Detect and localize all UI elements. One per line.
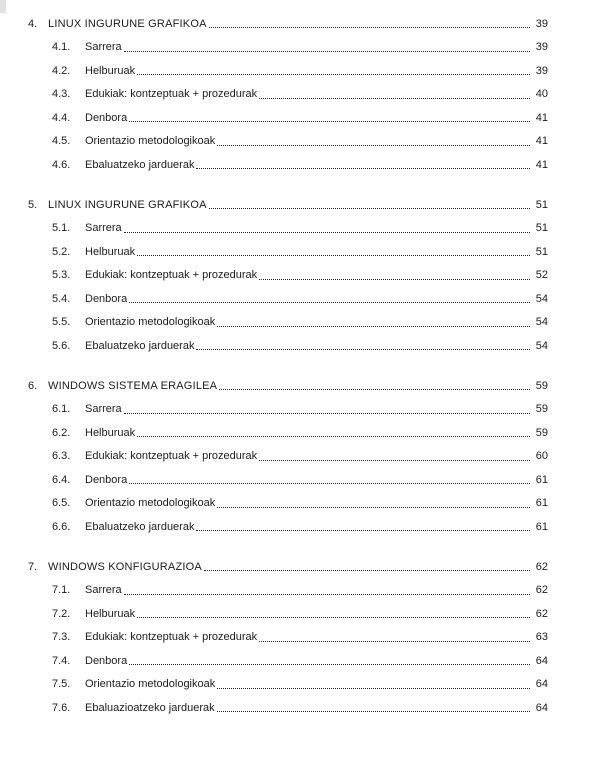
toc-item <box>28 416 548 440</box>
toc-section-items <box>28 393 548 534</box>
page-number: 41 <box>535 111 548 124</box>
section-title: WINDOWS KONFIGURAZIOA <box>48 560 202 573</box>
toc-section-items <box>28 31 548 172</box>
dot-leader <box>129 483 530 484</box>
toc-item <box>28 306 548 330</box>
toc-section <box>28 369 548 534</box>
dot-leader <box>217 145 530 146</box>
item-number: 4.5. <box>52 135 71 147</box>
section-title: WINDOWS SISTEMA ERAGILEA <box>48 379 218 392</box>
page-number: 61 <box>535 497 548 509</box>
toc-section-header <box>28 550 548 574</box>
item-title: Ebaluazioatzeko jarduerak <box>85 701 215 714</box>
toc-item <box>28 259 548 283</box>
item-number: 5.5. <box>52 316 71 328</box>
item-title: Helburuak <box>85 64 136 77</box>
item-title: Orientazio metodologikoak <box>85 135 216 147</box>
item-number: 6.5. <box>52 497 71 509</box>
item-title: Sarrera <box>85 584 122 596</box>
dot-leader <box>129 664 530 665</box>
item-title: Denbora <box>85 292 128 305</box>
scan-artifact <box>0 0 6 13</box>
page-number: 59 <box>535 403 548 415</box>
toc-item <box>28 329 548 353</box>
item-title: Sarrera <box>85 41 122 53</box>
section-title: LINUX INGURUNE GRAFIKOA <box>48 17 207 30</box>
dot-leader <box>217 326 530 327</box>
page-number: 54 <box>535 339 548 352</box>
toc-section <box>28 188 548 353</box>
item-title: Orientazio metodologikoak <box>85 316 216 328</box>
item-number: 4.2. <box>52 64 71 77</box>
toc-item <box>28 212 548 236</box>
dot-leader <box>217 507 530 508</box>
item-title: Ebaluatzeko jarduerak <box>85 520 195 533</box>
dot-leader <box>137 74 530 75</box>
page-number: 51 <box>535 198 548 211</box>
item-title: Sarrera <box>85 222 122 234</box>
item-number: 5.1. <box>52 222 71 234</box>
section-number: 5. <box>28 198 38 211</box>
dot-leader <box>124 594 530 595</box>
dot-leader <box>217 688 530 689</box>
page-number: 59 <box>535 379 548 392</box>
item-title: Helburuak <box>85 426 136 439</box>
dot-leader <box>259 98 530 99</box>
toc-section <box>28 7 548 172</box>
toc-section-header <box>28 369 548 393</box>
item-title: Edukiak: kontzeptuak + prozedurak <box>85 88 258 100</box>
toc-item <box>28 621 548 645</box>
page-number: 63 <box>535 631 548 643</box>
page-number: 62 <box>535 607 548 620</box>
page-number: 59 <box>535 426 548 439</box>
page-number: 61 <box>535 520 548 533</box>
dot-leader <box>137 436 530 437</box>
dot-leader <box>196 349 530 350</box>
toc-item <box>28 78 548 102</box>
dot-leader <box>259 460 530 461</box>
item-number: 7.1. <box>52 584 71 596</box>
item-title: Helburuak <box>85 607 136 620</box>
item-number: 4.3. <box>52 88 71 100</box>
toc-item <box>28 644 548 668</box>
dot-leader <box>259 279 530 280</box>
toc-item <box>28 393 548 417</box>
item-number: 5.6. <box>52 339 71 352</box>
dot-leader <box>209 27 530 28</box>
page-number: 62 <box>535 560 548 573</box>
item-number: 6.2. <box>52 426 71 439</box>
dot-leader <box>124 232 530 233</box>
page-number: 41 <box>535 135 548 147</box>
item-number: 7.2. <box>52 607 71 620</box>
item-title: Ebaluatzeko jarduerak <box>85 339 195 352</box>
dot-leader <box>259 641 530 642</box>
page-number: 60 <box>535 450 548 462</box>
item-number: 6.4. <box>52 473 71 486</box>
page-number: 39 <box>535 41 548 53</box>
section-title: LINUX INGURUNE GRAFIKOA <box>48 198 207 211</box>
item-number: 4.1. <box>52 41 71 53</box>
item-number: 6.6. <box>52 520 71 533</box>
toc-item <box>28 574 548 598</box>
item-title: Denbora <box>85 473 128 486</box>
dot-leader <box>124 51 530 52</box>
dot-leader <box>129 302 530 303</box>
toc-item <box>28 282 548 306</box>
toc-item <box>28 235 548 259</box>
toc-item <box>28 440 548 464</box>
page-number: 52 <box>535 269 548 281</box>
item-title: Edukiak: kontzeptuak + prozedurak <box>85 269 258 281</box>
page-number: 51 <box>535 222 548 234</box>
item-number: 6.1. <box>52 403 71 415</box>
toc-item <box>28 54 548 78</box>
page-number: 39 <box>535 64 548 77</box>
page-number: 54 <box>535 292 548 305</box>
dot-leader <box>196 168 530 169</box>
dot-leader <box>137 255 530 256</box>
page-number: 41 <box>535 158 548 171</box>
toc-section-items <box>28 574 548 715</box>
section-number: 4. <box>28 17 38 30</box>
item-number: 4.6. <box>52 158 71 171</box>
item-number: 7.3. <box>52 631 71 643</box>
dot-leader <box>209 208 530 209</box>
page-number: 64 <box>535 654 548 667</box>
item-title: Ebaluatzeko jarduerak <box>85 158 195 171</box>
section-number: 7. <box>28 560 38 573</box>
item-title: Orientazio metodologikoak <box>85 497 216 509</box>
item-number: 7.5. <box>52 678 71 690</box>
toc-item <box>28 510 548 534</box>
item-number: 6.3. <box>52 450 71 462</box>
page-number: 54 <box>535 316 548 328</box>
dot-leader <box>219 389 530 390</box>
page-number: 51 <box>535 245 548 258</box>
item-title: Denbora <box>85 654 128 667</box>
toc-section <box>28 550 548 715</box>
toc-item <box>28 597 548 621</box>
dot-leader <box>196 530 530 531</box>
toc-section-header <box>28 188 548 212</box>
dot-leader <box>137 617 530 618</box>
item-title: Orientazio metodologikoak <box>85 678 216 690</box>
item-title: Edukiak: kontzeptuak + prozedurak <box>85 631 258 643</box>
toc-item <box>28 125 548 149</box>
page-number: 64 <box>535 701 548 714</box>
page-number: 61 <box>535 473 548 486</box>
dot-leader <box>124 413 530 414</box>
item-number: 7.4. <box>52 654 71 667</box>
item-title: Sarrera <box>85 403 122 415</box>
toc-section-items <box>28 212 548 353</box>
dot-leader <box>204 570 530 571</box>
item-title: Edukiak: kontzeptuak + prozedurak <box>85 450 258 462</box>
item-number: 5.3. <box>52 269 71 281</box>
item-title: Denbora <box>85 111 128 124</box>
section-number: 6. <box>28 379 38 392</box>
item-number: 5.2. <box>52 245 71 258</box>
item-title: Helburuak <box>85 245 136 258</box>
toc-item <box>28 487 548 511</box>
toc-item <box>28 668 548 692</box>
item-number: 7.6. <box>52 701 71 714</box>
toc-item <box>28 691 548 715</box>
toc-item <box>28 463 548 487</box>
page-number: 62 <box>535 584 548 596</box>
dot-leader <box>129 121 530 122</box>
page-number: 64 <box>535 678 548 690</box>
toc-item <box>28 148 548 172</box>
dot-leader <box>217 711 530 712</box>
item-number: 5.4. <box>52 292 71 305</box>
toc-section-header <box>28 7 548 31</box>
page-number: 40 <box>535 88 548 100</box>
item-number: 4.4. <box>52 111 71 124</box>
page-number: 39 <box>535 17 548 30</box>
toc-item <box>28 101 548 125</box>
toc-item <box>28 31 548 55</box>
